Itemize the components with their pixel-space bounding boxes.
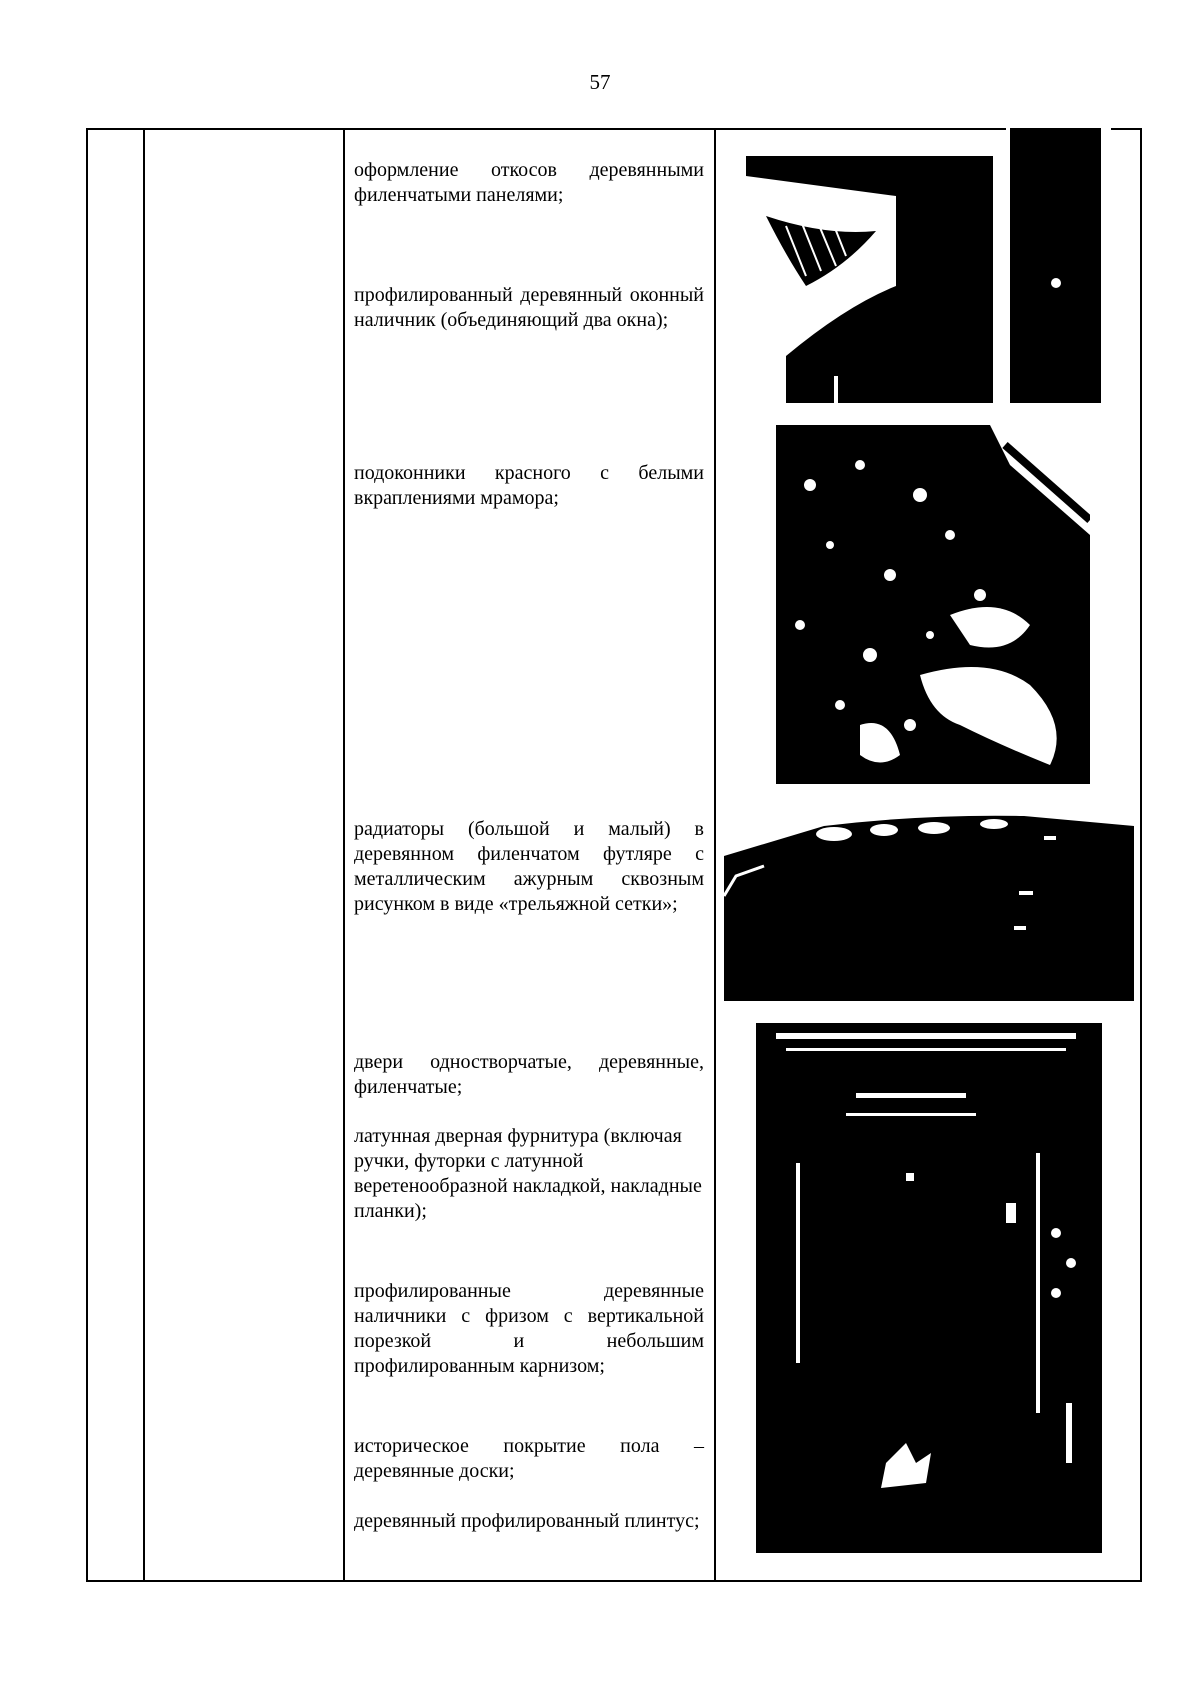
item-window-casing: профилированный деревянный оконный наличник (объединяющий два окна); bbox=[354, 284, 704, 331]
column-divider bbox=[714, 130, 716, 1580]
photo-door bbox=[756, 1023, 1102, 1553]
item-radiator-cases: радиаторы (большой и малый) в деревянном филенчатом футляре с металлическим ажурным сквозным рисунком в виде «трельяжной сетки»; bbox=[354, 818, 704, 915]
photo-marble-sill bbox=[770, 425, 1090, 784]
column-divider bbox=[343, 130, 345, 1580]
photo-radiator-case bbox=[724, 806, 1134, 1001]
item-marble-sills: подоконники красного с белыми вкраплениями мрамора; bbox=[354, 462, 704, 509]
item-brass-hardware: латунная дверная фурнитура (включая ручки, футорки с латунной веретенообразной накладкой, накладные планки); bbox=[354, 1125, 702, 1222]
page-number: 57 bbox=[589, 70, 611, 94]
item-doors: двери одностворчатые, деревянные, филенчатые; bbox=[354, 1051, 704, 1098]
item-baseboard: деревянный профилированный плинтус; bbox=[354, 1510, 700, 1532]
item-floor-boards: историческое покрытие пола – деревянные доски; bbox=[354, 1435, 704, 1482]
column-divider bbox=[143, 130, 145, 1580]
photo-window-reveal bbox=[746, 156, 993, 403]
item-door-casings: профилированные деревянные наличники с фризом с вертикальной порезкой и небольшим профилированным карнизом; bbox=[354, 1280, 704, 1377]
photo-reveal-panel bbox=[1006, 128, 1111, 403]
item-window-reveal-panels: оформление откосов деревянными филенчатыми панелями; bbox=[354, 159, 704, 206]
